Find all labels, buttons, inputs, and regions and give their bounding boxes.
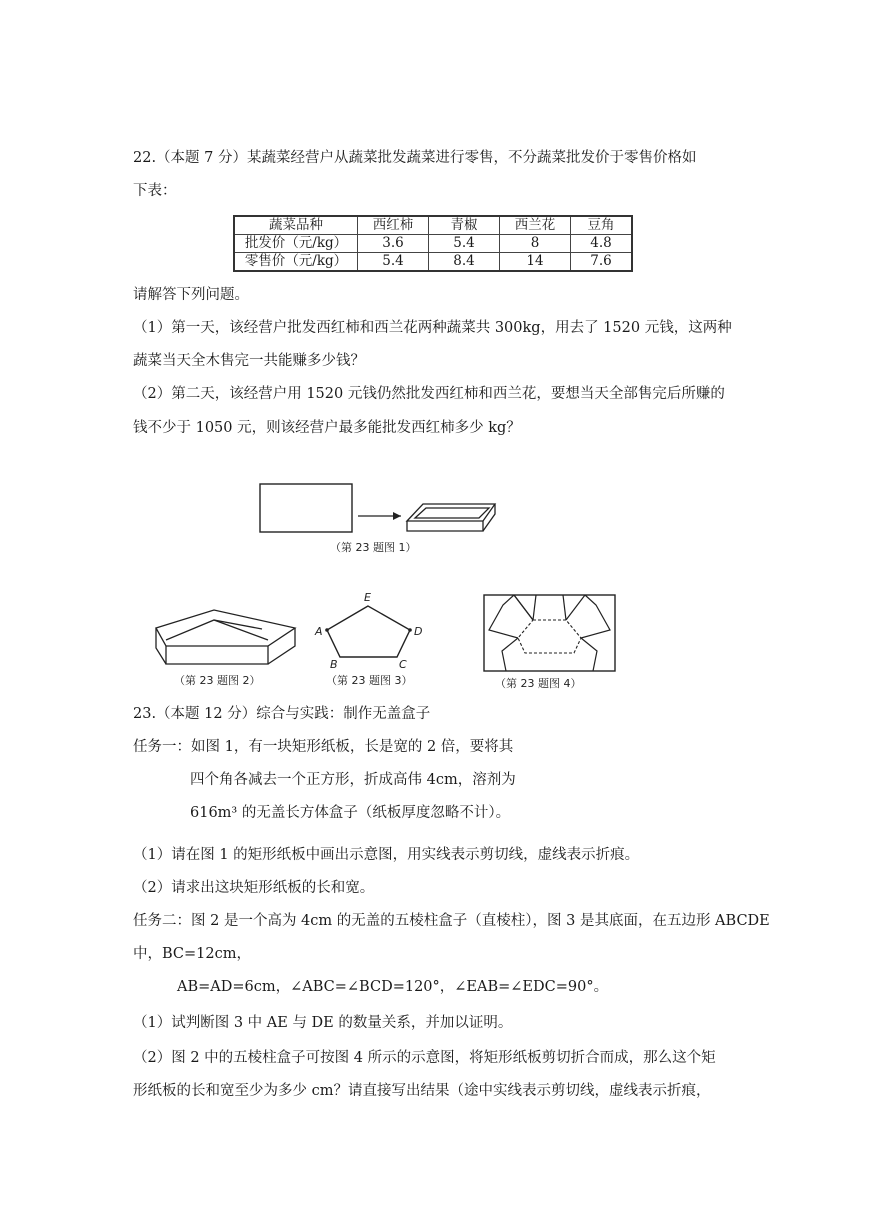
table-cell: 西红柿 <box>358 216 429 235</box>
table-cell: 8 <box>500 235 571 253</box>
table-cell: 西兰花 <box>500 216 571 235</box>
figure-4 <box>478 592 623 694</box>
net-solid-cuts <box>489 595 610 671</box>
q23-task1-line3: 616m³ 的无盖长方体盒子（纸板厚度忽略不计）。 <box>190 805 511 821</box>
q23-task2-q2-line2: 形纸板的长和宽至少为多少 cm？请直接写出结果（途中实线表示剪切线，虚线表示折痕， <box>133 1083 711 1099</box>
q22-stem-line1: 22.（本题 7 分）某蔬菜经营户从蔬菜批发蔬菜进行零售，不分蔬菜批发价于零售价格如 <box>133 150 697 166</box>
figure-2-caption: （第 23 题图 2） <box>174 674 261 687</box>
table-cell: 5.4 <box>429 235 500 253</box>
label-b: B <box>330 658 338 671</box>
table-cell: 4.8 <box>571 235 633 253</box>
q22-part1-line2: 蔬菜当天全木售完一共能赚多少钱？ <box>133 353 365 369</box>
vertex-d-dot <box>408 628 412 632</box>
figure-1 <box>255 478 515 558</box>
q22-prompt: 请解答下列问题。 <box>133 287 249 303</box>
arrow-head-icon <box>393 512 401 520</box>
table-cell: 7.6 <box>571 253 633 272</box>
q23-task2-line2: 中，BC=12cm， <box>133 946 251 962</box>
label-a: A <box>315 625 323 638</box>
q23-title: 23.（本题 12 分）综合与实践：制作无盖盒子 <box>133 706 431 722</box>
label-c: C <box>399 658 407 671</box>
figure-2 <box>150 598 300 693</box>
q23-task2-line1: 任务二：图 2 是一个高为 4cm 的无盖的五棱柱盒子（直棱柱），图 3 是其底面，在五边形 ABCDE <box>133 913 770 929</box>
q22-part1-line1: （1）第一天，该经营户批发西红柿和西兰花两种蔬菜共 300kg，用去了 1520 元钱，这两种 <box>133 320 732 336</box>
table-row <box>234 216 632 235</box>
q23-task1-line1: 任务一：如图 1，有一块矩形纸板，长是宽的 2 倍，要将其 <box>133 739 514 755</box>
figure-3 <box>310 590 450 695</box>
rectangle-board <box>260 484 352 532</box>
label-e: E <box>364 591 371 604</box>
figure-3-caption: （第 23 题图 3） <box>326 674 413 687</box>
price-table <box>233 215 633 272</box>
table-row <box>234 253 632 272</box>
table-cell: 批发价（元/kg） <box>234 235 358 253</box>
table-cell: 豆角 <box>571 216 633 235</box>
label-d: D <box>414 625 423 638</box>
pentagon-abcde <box>327 606 410 657</box>
table-cell: 3.6 <box>358 235 429 253</box>
q23-task1-q1: （1）请在图 1 的矩形纸板中画出示意图，用实线表示剪切线，虚线表示折痕。 <box>133 847 640 863</box>
table-cell: 蔬菜品种 <box>234 216 358 235</box>
figure-1-caption: （第 23 题图 1） <box>330 541 417 554</box>
net-fold-lines <box>518 620 581 653</box>
q22-part2-line2: 钱不少于 1050 元，则该经营户最多能批发西红柿多少 kg？ <box>133 420 521 436</box>
table-row <box>234 235 632 253</box>
table-cell: 8.4 <box>429 253 500 272</box>
q22-part2-line1: （2）第二天，该经营户用 1520 元钱仍然批发西红柿和西兰花，要想当天全部售完后所赚的 <box>133 386 725 402</box>
q23-task2-q2-line1: （2）图 2 中的五棱柱盒子可按图 4 所示的示意图，将矩形纸板剪切折合而成，那么这个矩 <box>133 1050 716 1066</box>
table-cell: 青椒 <box>429 216 500 235</box>
open-box <box>407 504 495 531</box>
vertex-a-dot <box>325 628 329 632</box>
q22-stem-line2: 下表： <box>133 183 177 199</box>
q23-task2-q1: （1）试判断图 3 中 AE 与 DE 的数量关系，并加以证明。 <box>133 1015 513 1031</box>
table-cell: 14 <box>500 253 571 272</box>
table-cell: 5.4 <box>358 253 429 272</box>
q23-task1-line2: 四个角各减去一个正方形，折成高伟 4cm，溶剂为 <box>190 772 516 788</box>
figure-4-caption: （第 23 题图 4） <box>495 677 582 690</box>
q23-task2-line3: AB=AD=6cm，∠ABC=∠BCD=120°，∠EAB=∠EDC=90°。 <box>177 979 609 995</box>
q23-task1-q2: （2）请求出这块矩形纸板的长和宽。 <box>133 880 375 896</box>
pentagonal-prism-box <box>156 610 295 664</box>
table-cell: 零售价（元/kg） <box>234 253 358 272</box>
